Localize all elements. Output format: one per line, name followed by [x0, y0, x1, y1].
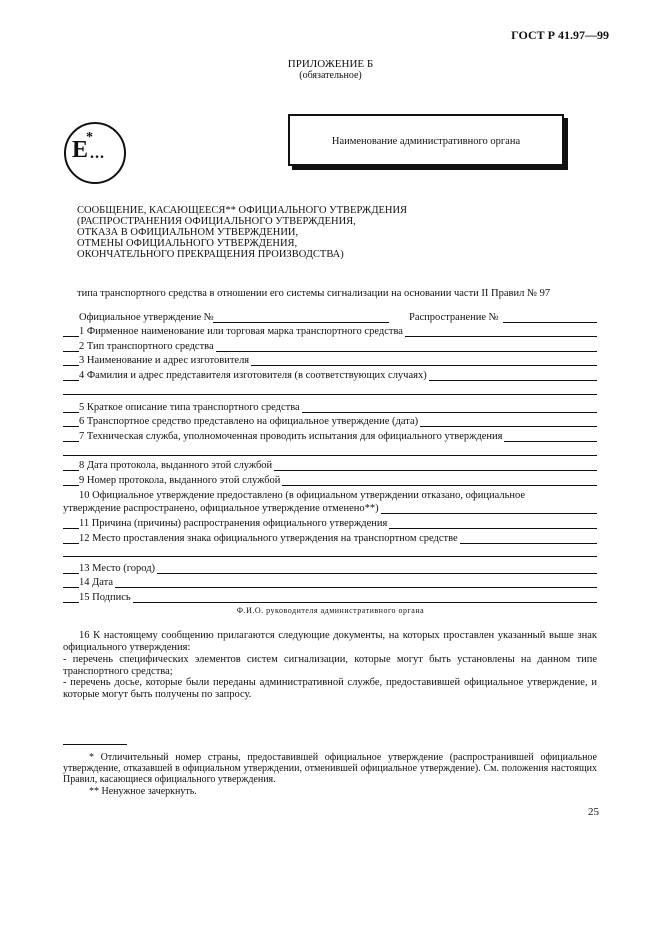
approval-number-field[interactable]: [213, 322, 389, 323]
footnote-divider: [63, 744, 127, 745]
communication-heading: [77, 205, 407, 260]
subject-line: типа транспортного средства в отношении его системы сигнализации на основании части II Правил № 97: [77, 288, 551, 299]
approval-number-label: Официальное утверждение №: [79, 312, 214, 323]
form-item-10: 10 Официальное утверждение предоставлено (в официальном утверждении отказано, официальное: [79, 490, 526, 501]
blank-line[interactable]: [63, 455, 597, 456]
blank-line[interactable]: [63, 556, 597, 557]
item-16-bullet: - перечень досье, которые были переданы административной службе, предоставившей официальное утверждение, и которые могут быть получены по запросу.: [63, 677, 597, 700]
form-item-14[interactable]: 14 Дата: [63, 577, 597, 589]
heading-line: СООБЩЕНИЕ, КАСАЮЩЕЕСЯ** ОФИЦИАЛЬНОГО УТВЕРЖДЕНИЯ: [77, 205, 408, 216]
extension-number-label: Распространение №: [409, 312, 499, 323]
form-item-6[interactable]: 6 Транспортное средство представлено на официальное утверждение (дата): [63, 416, 597, 428]
form-item-3[interactable]: 3 Наименование и адрес изготовителя: [63, 355, 597, 367]
form-item-13[interactable]: 13 Место (город): [63, 563, 597, 575]
authority-box: Наименование административного органа: [288, 114, 564, 166]
footnote-2: ** Ненужное зачеркнуть.: [89, 786, 197, 797]
form-item-9[interactable]: 9 Номер протокола, выданного этой службой: [63, 475, 597, 487]
form-item-12[interactable]: 12 Место проставления знака официального утверждения на транспортном средстве: [63, 533, 597, 545]
standard-header: ГОСТ Р 41.97—99: [511, 28, 609, 42]
approval-mark-star: *: [86, 130, 93, 145]
item-16-intro: 16 К настоящему сообщению прилагаются следующие документы, на которых проставлен указанный выше знак официального утверждения:: [63, 630, 597, 653]
heading-line: ОТМЕНЫ ОФИЦИАЛЬНОГО УТВЕРЖДЕНИЯ,: [77, 238, 298, 249]
extension-number-field[interactable]: [503, 322, 597, 323]
heading-line: (РАСПРОСТРАНЕНИЯ ОФИЦИАЛЬНОГО УТВЕРЖДЕНИЯ,: [77, 216, 356, 227]
approval-number-row: [63, 312, 597, 324]
form-item-11[interactable]: 11 Причина (причины) распространения официального утверждения: [63, 518, 597, 530]
page-number: 25: [588, 806, 599, 818]
blank-line[interactable]: [63, 394, 597, 395]
form-item-1[interactable]: 1 Фирменное наименование или торговая марка транспортного средства: [63, 326, 597, 338]
footnote-1: * Отличительный номер страны, предоставившей официальное утверждение (распространившей официальное утверждение, отказавшей в официальном утверждении, отменившей официальное утверждение). См. положения настоящих Правил, касающиеся официального утверждения.: [63, 752, 597, 785]
appendix-subtitle: (обязательное): [299, 70, 362, 81]
form-item-8[interactable]: 8 Дата протокола, выданного этой службой: [63, 460, 597, 472]
form-item-10-cont[interactable]: утверждение распространено, официальное утверждение отменено**): [63, 503, 597, 515]
form-item-2[interactable]: 2 Тип транспортного средства: [63, 341, 597, 353]
form-item-15[interactable]: 15 Подпись: [63, 592, 597, 604]
approval-mark-letter: E: [72, 137, 89, 163]
signature-caption: Ф.И.О. руководителя административного органа: [236, 606, 425, 615]
heading-line: ОКОНЧАТЕЛЬНОГО ПРЕКРАЩЕНИЯ ПРОИЗВОДСТВА): [77, 249, 344, 260]
approval-mark-icon: [64, 122, 126, 184]
form-item-4[interactable]: 4 Фамилия и адрес представителя изготовителя (в соответствующих случаях): [63, 370, 597, 382]
appendix-title: ПРИЛОЖЕНИЕ Б: [287, 58, 374, 70]
form-item-7[interactable]: 7 Техническая служба, уполномоченная проводить испытания для официального утверждения: [63, 431, 597, 443]
form-item-5[interactable]: 5 Краткое описание типа транспортного средства: [63, 402, 597, 414]
heading-line: ОТКАЗА В ОФИЦИАЛЬНОМ УТВЕРЖДЕНИИ,: [77, 227, 299, 238]
item-16-bullet: - перечень специфических элементов систем сигнализации, которые могут быть установлены на данном типе транспортного средства;: [63, 654, 597, 677]
approval-mark-dots: ...: [90, 145, 105, 162]
